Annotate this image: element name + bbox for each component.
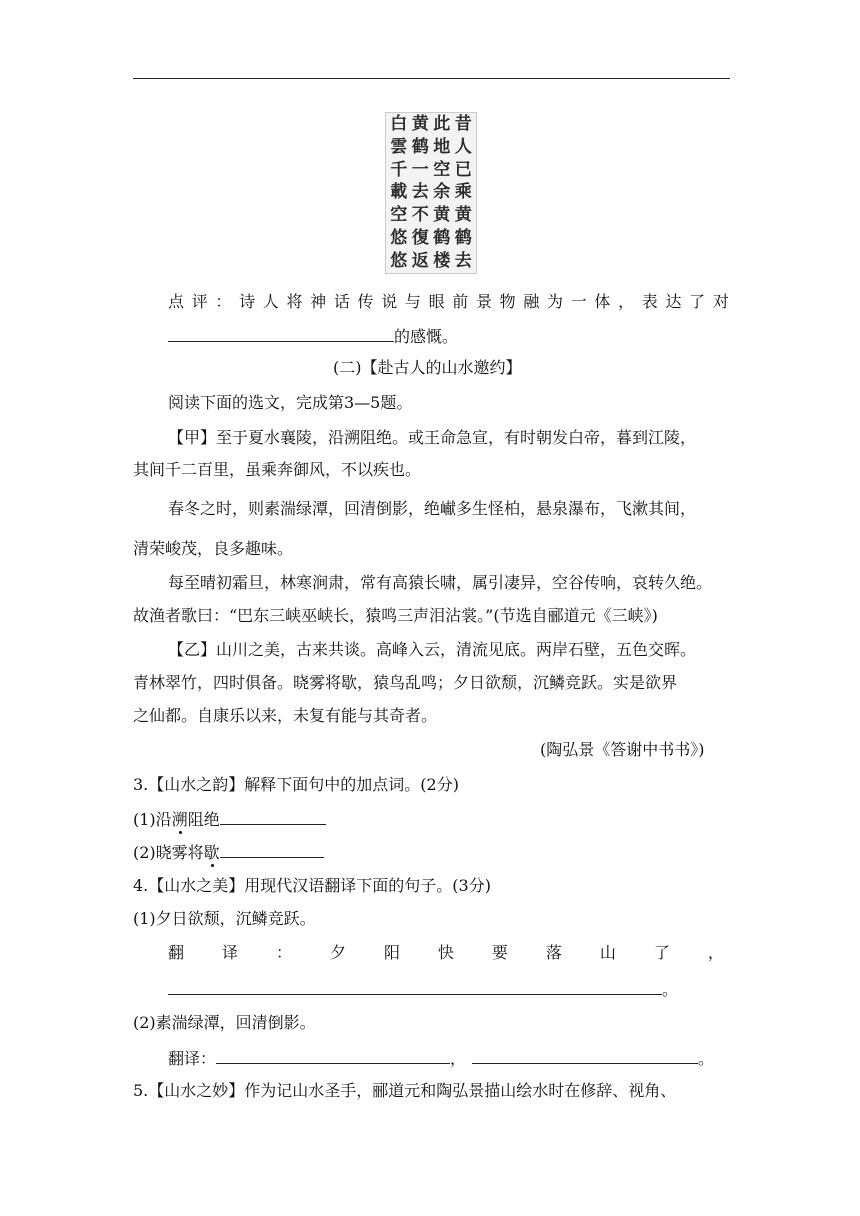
calligraphy-char: 悠 bbox=[390, 250, 408, 271]
comment-char: 话 bbox=[333, 292, 350, 311]
comment-char: ， bbox=[618, 292, 635, 311]
comment-char: 表 bbox=[641, 292, 658, 311]
answer-blank-q4-2a[interactable] bbox=[216, 1047, 450, 1064]
comment-char: 融 bbox=[523, 292, 540, 311]
question-3-item-2 bbox=[133, 841, 324, 863]
q3-item1-suffix: 阻绝 bbox=[187, 810, 220, 829]
answer-blank-q3-2[interactable] bbox=[220, 841, 324, 858]
calligraphy-char: 鹤 bbox=[454, 228, 472, 249]
q3-item2-prefix: (2)晓雾将 bbox=[133, 843, 204, 862]
comment-char: 为 bbox=[547, 292, 564, 311]
calligraphy-char: 鹤 bbox=[411, 136, 429, 157]
comment-char: 了 bbox=[689, 292, 706, 311]
question-4-item-1: (1)夕日欲颓，沉鳞竞跃。 bbox=[133, 909, 316, 928]
calligraphy-char: 余 bbox=[433, 182, 451, 203]
calligraphy-char: 黄 bbox=[433, 205, 451, 226]
dotted-word-2: 歇 bbox=[203, 843, 220, 862]
yi-source: (陶弘景《答谢中书书》) bbox=[540, 740, 705, 759]
instruction: 阅读下面的选文，完成第3—5题。 bbox=[168, 393, 413, 412]
comment-char: 传 bbox=[357, 292, 374, 311]
comment-char: 景 bbox=[475, 292, 492, 311]
calligraphy-char: 昔 bbox=[454, 114, 472, 134]
comma-2: ， bbox=[450, 1049, 467, 1068]
section-title: (二)【赴古人的山水邀约】 bbox=[333, 358, 522, 377]
translation-char: 翻 bbox=[168, 943, 185, 962]
calligraphy-char: 返 bbox=[411, 250, 429, 271]
question-4-title: 4.【山水之美】用现代汉语翻译下面的句子。(3分) bbox=[133, 876, 491, 895]
jia-p2-line1: 春冬之时，则素湍绿潭，回清倒影，绝𪩘多生怪柏，悬泉瀑布，飞漱其间， bbox=[168, 499, 697, 518]
question-3-item-1 bbox=[133, 808, 326, 830]
comment-text bbox=[168, 292, 729, 312]
calligraphy-char: 空 bbox=[433, 159, 451, 180]
yi-line2: 青林翠竹，四时俱备。晓雾将歇，猿鸟乱鸣；夕日欲颓，沉鳞竞跃。实是欲界 bbox=[133, 673, 678, 692]
comment-char: 人 bbox=[262, 292, 279, 311]
period-2: 。 bbox=[698, 1049, 715, 1068]
translation-char: 了 bbox=[653, 943, 670, 962]
answer-blank-q4-1[interactable] bbox=[168, 978, 662, 995]
q3-item1-prefix: (1)沿 bbox=[133, 810, 172, 829]
calligraphy-column-4 bbox=[390, 116, 408, 270]
translation-char: 阳 bbox=[383, 943, 400, 962]
calligraphy-char: 一 bbox=[411, 159, 429, 180]
comment-char: 诗 bbox=[239, 292, 256, 311]
comment-char: 前 bbox=[452, 292, 469, 311]
calligraphy-image bbox=[385, 112, 477, 274]
calligraphy-char: 千 bbox=[390, 159, 408, 180]
calligraphy-char: 載 bbox=[390, 182, 408, 203]
calligraphy-char: 去 bbox=[454, 250, 472, 271]
translation-char: 落 bbox=[545, 943, 562, 962]
comment-char: 对 bbox=[712, 292, 729, 311]
translation-1-answer bbox=[168, 978, 678, 1000]
calligraphy-char: 不 bbox=[411, 205, 429, 226]
calligraphy-char: 悠 bbox=[390, 228, 408, 249]
comment-char: 神 bbox=[310, 292, 327, 311]
calligraphy-char: 鹤 bbox=[433, 228, 451, 249]
jia-p3-line1: 每至晴初霜旦，林寒涧肃，常有高猿长啸，属引凄异，空谷传响，哀转久绝。 bbox=[168, 573, 713, 592]
calligraphy-char: 黄 bbox=[454, 205, 472, 226]
translation-char: 快 bbox=[437, 943, 454, 962]
answer-blank-q3-1[interactable] bbox=[220, 808, 326, 825]
period-1: 。 bbox=[662, 980, 679, 999]
comment-char: 点 bbox=[168, 292, 185, 311]
calligraphy-char: 白 bbox=[390, 114, 408, 134]
comment-suffix: 的感慨。 bbox=[394, 327, 459, 346]
calligraphy-char: 地 bbox=[433, 136, 451, 157]
comment-char: 达 bbox=[665, 292, 682, 311]
translation-char: 山 bbox=[599, 943, 616, 962]
translation-2-line bbox=[168, 1047, 714, 1069]
comment-char: ： bbox=[215, 292, 232, 311]
calligraphy-char: 已 bbox=[454, 159, 472, 180]
calligraphy-char: 此 bbox=[433, 114, 451, 134]
calligraphy-column-2 bbox=[433, 116, 451, 270]
jia-p1-line2: 其间千二百里，虽乘奔御风，不以疾也。 bbox=[133, 460, 422, 479]
yi-line3: 之仙都。自康乐以来，未复有能与其奇者。 bbox=[133, 706, 438, 725]
translation-char: ， bbox=[707, 943, 724, 962]
jia-p1-line1: 【甲】至于夏水襄陵，沿溯阻绝。或王命急宣，有时朝发白帝，暮到江陵， bbox=[168, 428, 697, 447]
comment-char: 说 bbox=[381, 292, 398, 311]
dotted-word-1: 溯 bbox=[171, 810, 188, 829]
calligraphy-column-1 bbox=[454, 116, 472, 270]
comment-char: 物 bbox=[499, 292, 516, 311]
comment-char: 体 bbox=[594, 292, 611, 311]
translation-char: 译 bbox=[221, 943, 238, 962]
question-3-title: 3.【山水之韵】解释下面句中的加点词。(2分) bbox=[133, 775, 459, 794]
calligraphy-column-3 bbox=[411, 116, 429, 270]
comment-char: 与 bbox=[404, 292, 421, 311]
translation-2-label: 翻译： bbox=[168, 1049, 217, 1068]
calligraphy-char: 空 bbox=[390, 205, 408, 226]
jia-p2-line2: 清荣峻茂，良多趣味。 bbox=[133, 539, 294, 558]
comment-char: 一 bbox=[570, 292, 587, 311]
question-5-title: 5.【山水之妙】作为记山水圣手，郦道元和陶弘景描山绘水时在修辞、视角、 bbox=[133, 1081, 677, 1100]
calligraphy-char: 復 bbox=[411, 228, 429, 249]
calligraphy-char: 去 bbox=[411, 182, 429, 203]
calligraphy-char: 雲 bbox=[390, 136, 408, 157]
translation-char: 要 bbox=[491, 943, 508, 962]
yi-line1: 【乙】山川之美，古来共谈。高峰入云，清流见底。两岸石壁，五色交晖。 bbox=[168, 640, 697, 659]
translation-char: 夕 bbox=[329, 943, 346, 962]
comment-char: 将 bbox=[286, 292, 303, 311]
calligraphy-char: 乘 bbox=[454, 182, 472, 203]
calligraphy-char: 楼 bbox=[433, 250, 451, 271]
comment-line-2 bbox=[168, 325, 458, 347]
translation-1-text bbox=[168, 943, 724, 963]
comment-char: 评 bbox=[191, 292, 208, 311]
calligraphy-char: 人 bbox=[454, 136, 472, 157]
header-rule bbox=[133, 78, 730, 79]
translation-char: ： bbox=[275, 943, 292, 962]
jia-p3-line2: 故渔者歌曰：“巴东三峡巫峡长，猿鸣三声泪沾裳。”(节选自郦道元《三峡》) bbox=[133, 606, 658, 625]
comment-line-1 bbox=[168, 292, 729, 312]
comment-char: 眼 bbox=[428, 292, 445, 311]
answer-blank-comment[interactable] bbox=[168, 325, 394, 342]
calligraphy-char: 黄 bbox=[411, 114, 429, 134]
translation-1-line bbox=[168, 943, 724, 963]
question-4-item-2: (2)素湍绿潭，回清倒影。 bbox=[133, 1013, 316, 1032]
answer-blank-q4-2b[interactable] bbox=[472, 1047, 698, 1064]
